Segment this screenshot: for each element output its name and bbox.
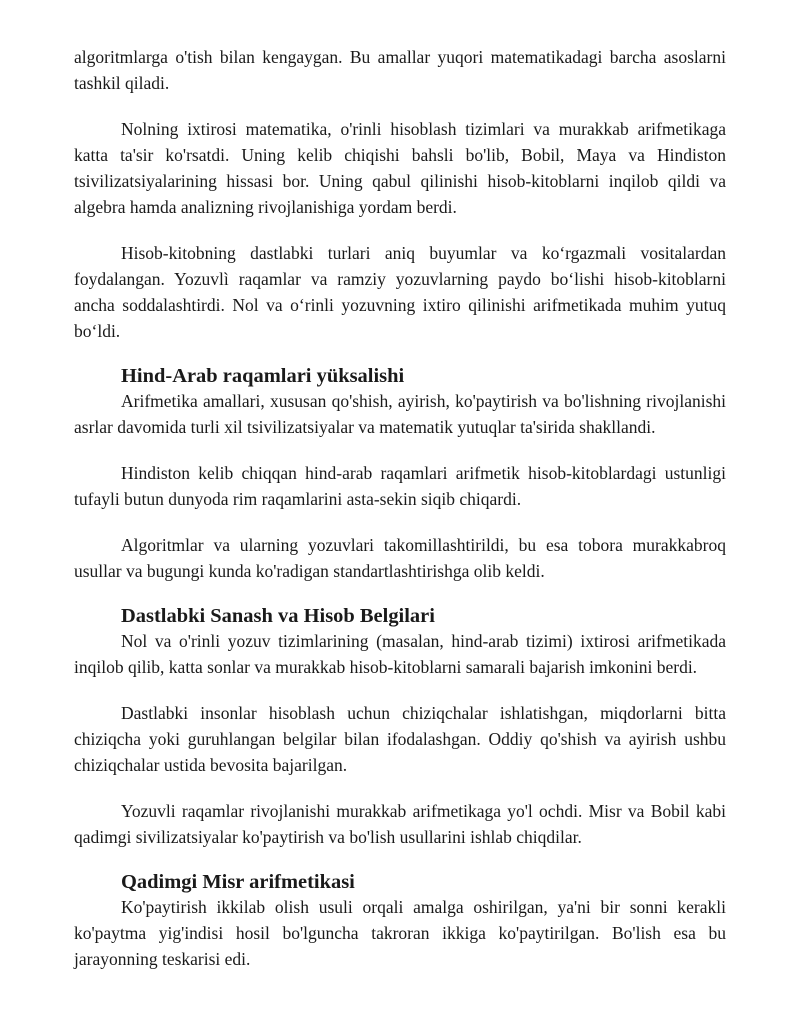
section2-paragraph-2: Dastlabki insonlar hisoblash uchun chiziqchalar ishlatishgan, miqdorlarni bitta chiziqcha yoki guruhlangan belgilar bilan ifodalashgan. Oddiy qo'shish va ayirish ushbu chiziqchalar ustida bevosita bajarilgan. (74, 703, 726, 775)
intro-paragraph-2: Nolning ixtirosi matematika, o'rinli hisoblash tizimlari va murakkab arifmetikaga katta ta'sir ko'rsatdi. Uning kelib chiqishi bahsli bo'lib, Bobil, Maya va Hindiston tsivilizatsiyalarining hissasi bor. Uning qabul qilinishi hisob-kitoblarni inqilob qildi va algebra hamda analizning rivojlanishiga yordam berdi. (74, 119, 726, 217)
document-page (74, 44, 726, 992)
section2-paragraph-3: Yozuvli raqamlar rivojlanishi murakkab arifmetikaga yo'l ochdi. Misr va Bobil kabi qadimgi sivilizatsiyalar ko'paytirish va bo'lish usullarini ishlab chiqdilar. (74, 801, 726, 847)
section-heading-misr-arifmetikasi: Qadimgi Misr arifmetikasi (121, 871, 355, 893)
section3-paragraph-1: Ko'paytirish ikkilab olish usuli orqali amalga oshirilgan, ya'ni bir sonni kerakli ko'paytma yig'indisi hosil bo'lguncha takroran ikkiga ko'paytirilgan. Bo'lish esa bu jarayonning teskarisi edi. (74, 897, 726, 969)
section1-paragraph-2: Hindiston kelib chiqqan hind-arab raqamlari arifmetik hisob-kitoblardagi ustunligi tufayli butun dunyoda rim raqamlarini asta-sekin siqib chiqardi. (74, 463, 726, 509)
section-heading-hind-arab: Hind-Arab raqamlari yüksalishi (121, 365, 405, 387)
intro-paragraph-3: Hisob-kitobning dastlabki turlari aniq buyumlar va ko‘rgazmali vositalardan foydalangan. Yozuvlì raqamlar va ramziy yozuvlarning paydo bo‘lishi hisob-kitoblarni ancha soddalashtirdi. Nol va o‘rinli yozuvning ixtiro qilinishi arifmetikada muhim yutuq bo‘ldi. (74, 243, 726, 341)
section2-paragraph-1: Nol va o'rinli yozuv tizimlarining (masalan, hind-arab tizimi) ixtirosi arifmetikada inqilob qilib, katta sonlar va murakkab hisob-kitoblarni samarali bajarish imkonini berdi. (74, 631, 726, 677)
section-heading-dastlabki-sanash: Dastlabki Sanash va Hisob Belgilari (121, 605, 435, 627)
section1-paragraph-1: Arifmetika amallari, xususan qo'shish, ayirish, ko'paytirish va bo'lishning rivojlanishi asrlar davomida turli xil tsivilizatsiyalar va matematik yutuqlar ta'sirida shakllandi. (74, 391, 726, 437)
intro-paragraph-1: algoritmlarga o'tish bilan kengaygan. Bu amallar yuqori matematikadagi barcha asoslarni tashkil qiladi. (74, 47, 726, 93)
section1-paragraph-3: Algoritmlar va ularning yozuvlari takomillashtirildi, bu esa tobora murakkabroq usullar va bugungi kunda ko'radigan standartlashtirishga olib keldi. (74, 535, 726, 581)
